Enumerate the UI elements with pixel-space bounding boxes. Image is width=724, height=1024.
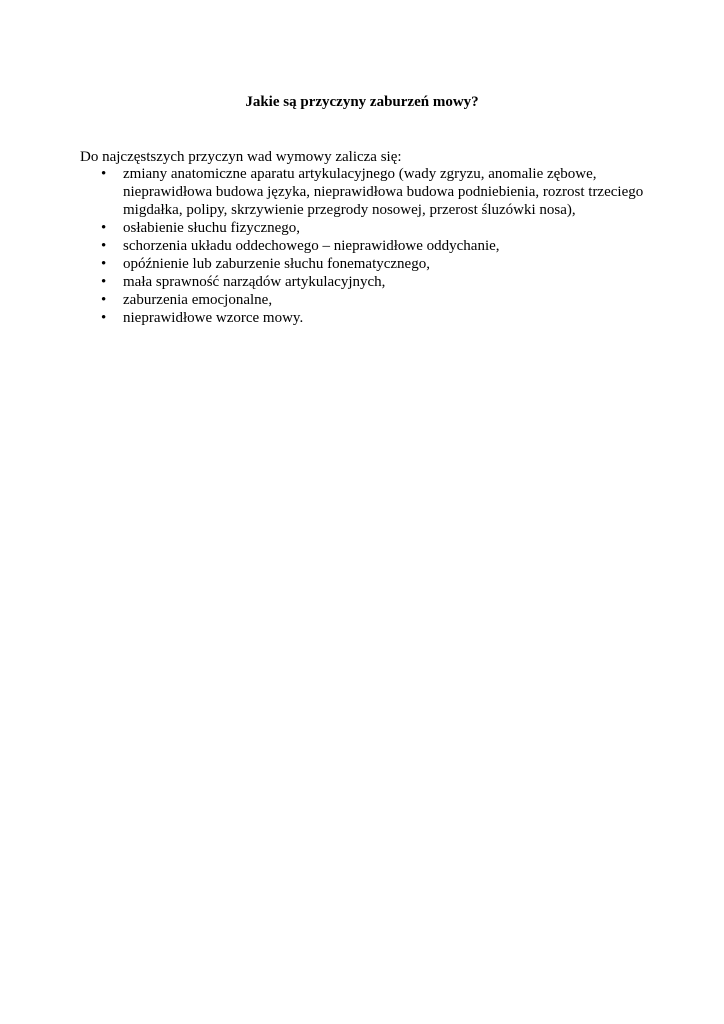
bullet-icon: • [101,238,107,254]
list-item-text: schorzenia układu oddechowego – nieprawidłowe oddychanie, [123,238,500,254]
list-item-text: mała sprawność narządów artykulacyjnych, [123,274,386,290]
list-item [80,219,650,237]
list-item [80,309,650,327]
intro-paragraph: Do najczęstszych przyczyn wad wymowy zalicza się: [80,149,402,165]
bullet-icon: • [101,310,107,326]
bullet-icon: • [101,220,107,236]
list-item [80,165,650,219]
list-item-text: zmiany anatomiczne aparatu artykulacyjnego (wady zgryzu, anomalie zębowe, nieprawidłowa budowa języka, nieprawidłowa budowa podniebienia, rozrost trzeciego migdałka, polipy, skrzywienie przegrody nosowej, przerost śluzówki nosa), [123,166,644,218]
list-item-text: osłabienie słuchu fizycznego, [123,220,301,236]
list-item-text: nieprawidłowe wzorce mowy. [123,310,304,326]
bullet-icon: • [101,274,107,290]
document-title: Jakie są przyczyny zaburzeń mowy? [245,94,479,110]
bullet-icon: • [101,292,107,308]
list-item [80,291,650,309]
list-item [80,237,650,255]
list-item [80,255,650,273]
list-item [80,273,650,291]
list-item-text: zaburzenia emocjonalne, [123,292,273,308]
bullet-icon: • [101,166,107,182]
causes-list [80,165,650,327]
list-item-text: opóźnienie lub zaburzenie słuchu fonematycznego, [123,256,430,272]
bullet-icon: • [101,256,107,272]
